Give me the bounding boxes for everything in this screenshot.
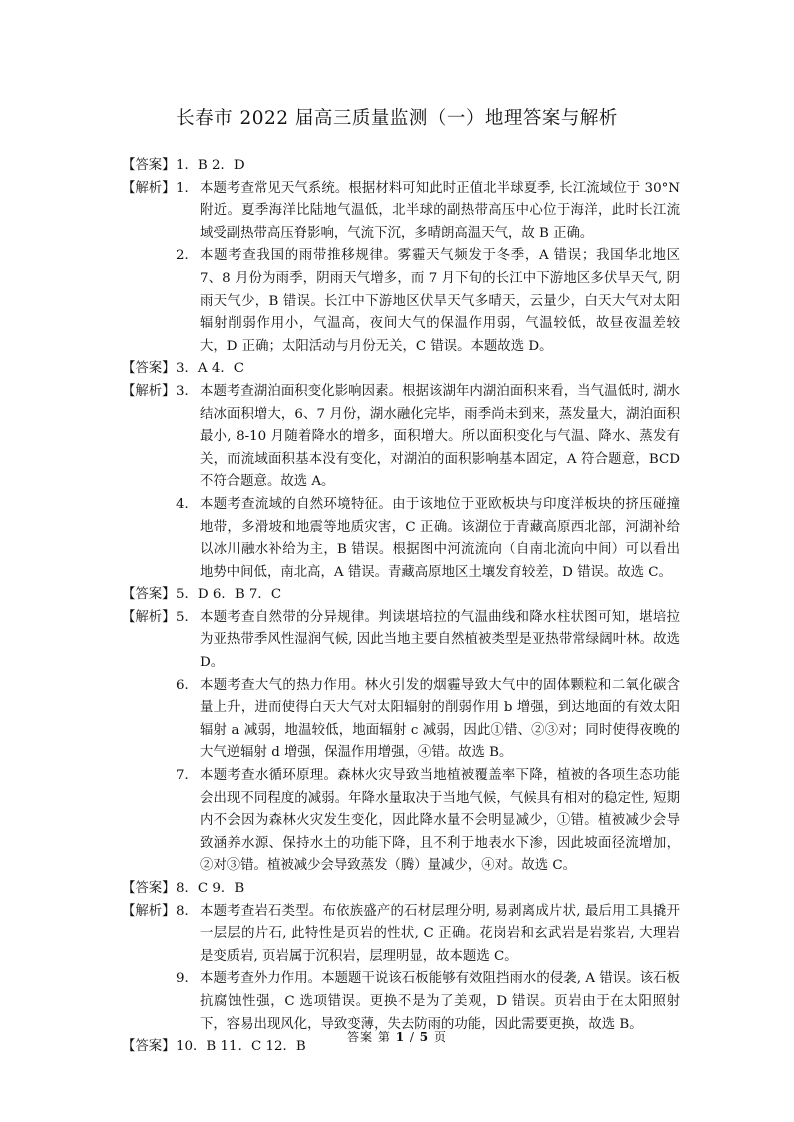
question-explanation [176,968,680,1036]
answer-label: 【答案】 [122,158,176,173]
explanation-text: 本题考查流域的自然环境特征。由于该地位于亚欧板块与印度洋板块的挤压碰撞地带，多滑坡和地震等地质灾害，C 正确。该湖位于青藏高原西北部，河湖补给以冰川融水补给为主，B 错误。根据图中河流流向（自南北流向中间）可以看出地势中间低，南北高，A 错误。青藏高原地区土壤发育较差，D 错误。故选 C。 [200,496,680,580]
analysis-body [176,178,680,359]
answer-label: 【答案】 [122,361,176,377]
analysis-label: 【解析】 [122,903,176,919]
question-explanation [176,765,680,878]
explanation-text: 本题考查水循环原理。森林火灾导致当地植被覆盖率下降，植被的各项生态功能会出现不同程度的减弱。年降水量取决于当地气候，气候具有相对的稳定性, 短期内不会因为森林火灾发生变化，因此降水量不会明显减少，①错。植被减少会导致涵养水源、保持水土的功能下降，且不利于地表水下渗，因此坡面径流增加，②对③错。植被减少会导致蒸发（腾）量减少，④对。故选 C。 [200,768,680,874]
question-number: 3． [176,383,198,399]
explanation-text: 本题考查自然带的分异规律。判读堪培拉的气温曲线和降水柱状图可知，堪培拉为亚热带季风性湿润气候, 因此当地主要自然植被类型是亚热带常绿阔叶林。故选 D。 [200,609,680,671]
question-explanation [176,381,680,494]
explanation-text: 本题考查岩石类型。布依族盛产的石材层理分明, 易剥离成片状, 最后用工具撬开一层层的片石, 此特性是页岩的性状, C 正确。花岗岩和玄武岩是岩浆岩, 大理岩是变质岩, 页岩属于沉积岩，层理明显，故本题选 C。 [200,903,680,964]
explanation-text: 本题考查湖泊面积变化影响因素。根据该湖年内湖泊面积来看，当气温低时, 湖水结冰面积增大，6、7 月份，湖水融化完毕，雨季尚未到来，蒸发量大，湖泊面积最小, 8-10 月随着降水的增多，面积增大。所以面积变化与气温、降水、蒸发有关，而流域面积基本没有变化，对湖泊的面积影响基本固定，A 符合题意，BCD 不符合题意。故选 A。 [200,383,680,490]
question-explanation [176,675,680,765]
analysis-body [176,381,680,584]
analysis-body [176,901,680,1037]
question-explanation [176,607,680,675]
answer-label: 【答案】 [122,587,176,603]
question-number: 1． [176,180,198,196]
answer-key: 5．D 6．B 7．C [176,587,282,603]
question-number: 7． [176,768,198,784]
analysis-label: 【解析】 [122,383,176,399]
analysis-row [122,178,680,359]
footer-separator: / [409,1030,415,1044]
analysis-label: 【解析】 [122,609,176,625]
question-number: 2． [176,248,198,264]
answer-row [122,155,680,178]
question-number: 6． [176,677,198,693]
footer-suffix: 页 [433,1030,447,1044]
answer-row [122,584,680,607]
question-explanation [176,494,680,584]
answer-row [122,878,680,901]
answer-key: 1．B 2．D [176,158,245,173]
question-number: 5． [176,609,198,625]
footer-page-total: 5 [419,1030,430,1044]
question-number: 9． [176,971,198,987]
question-explanation [176,178,680,246]
explanation-text: 本题考查常见天气系统。根据材料可知此时正值北半球夏季, 长江流域位于 30°N 附近。夏季海洋比陆地气温低，北半球的副热带高压中心位于海洋，此时长江流域受副热带高压脊影响，气流下沉，多晴朗高温天气，故 B 正确。 [200,180,680,241]
question-number: 4． [176,496,198,512]
explanation-text: 本题考查大气的热力作用。林火引发的烟霾导致大气中的固体颗粒和二氧化碳含量上升，进而使得白天大气对太阳辐射的削弱作用 b 增强，到达地面的有效太阳辐射 a 减弱，地温较低，地面辐射 c 减弱，因此①错、②③对；同时使得夜晚的大气逆辐射 d 增强，保温作用增强，④错。故选 B。 [200,677,680,761]
answer-key: 10．B 11．C 12．B [176,1039,306,1055]
analysis-row [122,901,680,1037]
answer-label: 【答案】 [122,881,176,896]
question-number: 8． [176,903,198,919]
answer-row [122,358,680,381]
page-title: 长春市 2022 届高三质量监测（一）地理答案与解析 [176,108,618,129]
answer-content [122,155,680,1059]
answer-label: 【答案】 [122,1039,176,1055]
answer-key: 3．A 4．C [176,361,244,377]
question-explanation [176,245,680,358]
footer-page-number: 1 [395,1030,406,1044]
analysis-body [176,607,680,878]
explanation-text: 本题考查外力作用。本题题干说该石板能够有效阻挡雨水的侵袭, A 错误。该石板抗腐蚀性强，C 选项错误。更换不是为了美观，D 错误。页岩由于在太阳照射下，容易出现风化，导致变薄，失去防雨的功能，因此需要更换，故选 B。 [200,971,680,1032]
explanation-text: 本题考查我国的雨带推移规律。雾霾天气频发于冬季，A 错误；我国华北地区 7、8 月份为雨季，阴雨天气增多，而 7 月下旬的长江中下游地区多伏旱天气, 阴雨天气少，B 错误。长江中下游地区伏旱天气多晴天，云量少，白天大气对太阳辐射削弱作用小，气温高，夜间大气的保温作用弱，气温较低，故昼夜温差较大，D 正确；太阳活动与月份无关，C 错误。本题故选 D。 [200,248,680,354]
analysis-row [122,381,680,584]
analysis-label: 【解析】 [122,180,176,196]
question-explanation [176,901,680,969]
analysis-row [122,607,680,878]
footer-prefix: 答案 第 [347,1030,391,1044]
answer-key: 8．C 9．B [176,881,245,896]
page-footer [0,1028,794,1045]
